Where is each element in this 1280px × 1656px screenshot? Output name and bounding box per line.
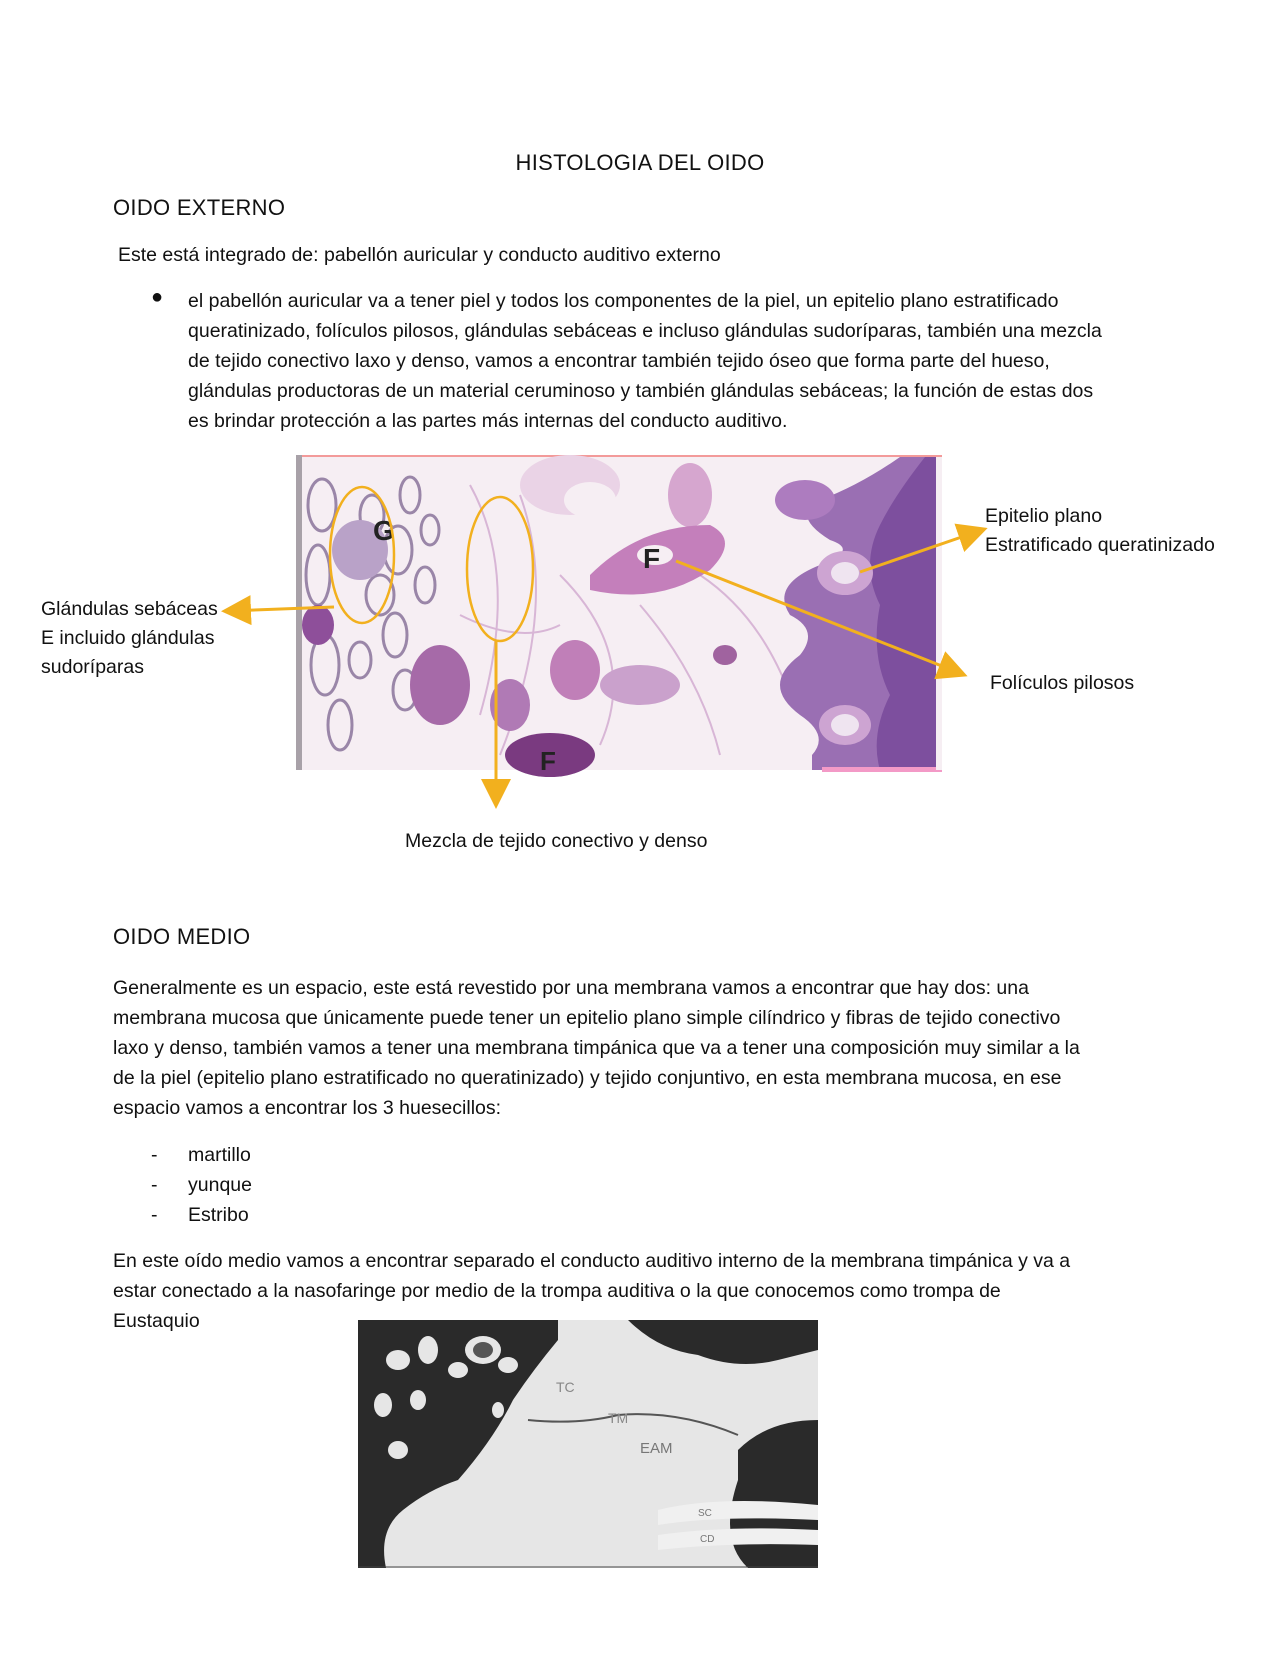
image-label-sc: SC	[698, 1508, 712, 1519]
image-label-tm: TM	[608, 1410, 629, 1426]
paragraph-line: estar conectado a la nasofaringe por medio de la trompa auditiva o la que conocemos como trompa de	[113, 1280, 1001, 1302]
paragraph-line: espacio vamos a encontrar los 3 huesecillos:	[113, 1097, 502, 1119]
paragraph-line: de la piel (epitelio plano estratificado no queratinizado) y tejido conjuntivo, en esta membrana mucosa, en ese	[113, 1067, 1062, 1089]
bullet-line: queratinizado, folículos pilosos, glándulas sebáceas e incluso glándulas sudoríparas, también una mezcla	[188, 320, 1102, 342]
middle-ear-figure	[358, 1320, 818, 1568]
label-glands-line: E incluido glándulas	[41, 627, 215, 649]
label-glands-line: sudoríparas	[41, 656, 144, 678]
paragraph-line: En este oído medio vamos a encontrar separado el conducto auditivo interno de la membrana timpánica y va a	[113, 1250, 1071, 1272]
image-label-tc: TC	[556, 1379, 575, 1395]
svg-text:F: F	[643, 543, 661, 574]
label-epithelium-line: Epitelio plano	[985, 505, 1103, 527]
paragraph-line: laxo y denso, también vamos a tener una membrana timpánica que va a tener una composición muy similar a la	[113, 1037, 1080, 1059]
bullet-line: glándulas productoras de un material ceruminoso y también glándulas sebáceas; la función de estas dos	[188, 380, 1094, 402]
list-item: - Estribo	[151, 1204, 249, 1226]
ossicles-list	[151, 1140, 252, 1230]
section-heading-outer-ear: OIDO EXTERNO	[113, 195, 286, 220]
label-glands-line: Glándulas sebáceas	[41, 598, 218, 620]
list-item: - martillo	[151, 1144, 251, 1166]
bullet-icon: ●	[151, 286, 164, 308]
image-label-eam: EAM	[640, 1440, 673, 1457]
label-connective: Mezcla de tejido conectivo y denso	[405, 830, 708, 852]
page-title: HISTOLOGIA DEL OIDO	[515, 150, 765, 175]
list-item: - yunque	[151, 1174, 252, 1196]
label-epithelium-line: Estratificado queratinizado	[985, 534, 1215, 556]
bullet-line: el pabellón auricular va a tener piel y todos los componentes de la piel, un epitelio plano estratificado	[188, 290, 1059, 312]
label-follicles: Folículos pilosos	[990, 672, 1135, 694]
outer-ear-bullet	[188, 286, 1188, 436]
paragraph-line: Eustaquio	[113, 1310, 200, 1332]
section-heading-middle-ear: OIDO MEDIO	[113, 924, 251, 949]
svg-text:F: F	[540, 746, 556, 776]
middle-ear-paragraph	[113, 973, 1173, 1123]
label-glands	[41, 595, 218, 682]
svg-text:G: G	[373, 515, 395, 546]
label-epithelium	[985, 502, 1215, 560]
outer-ear-intro: Este está integrado de: pabellón auricular y conducto auditivo externo	[118, 244, 721, 266]
bullet-line: es brindar protección a las partes más internas del conducto auditivo.	[188, 410, 788, 432]
paragraph-line: membrana mucosa que únicamente puede tener un epitelio plano simple cilíndrico y fibras de tejido conectivo	[113, 1007, 1061, 1029]
image-label-cd: CD	[700, 1534, 715, 1545]
bullet-line: de tejido conectivo laxo y denso, vamos a encontrar también tejido óseo que forma parte del hueso,	[188, 350, 1050, 372]
histology-micrograph	[296, 455, 942, 777]
paragraph-line: Generalmente es un espacio, este está revestido por una membrana vamos a encontrar que hay dos: una	[113, 977, 1029, 999]
